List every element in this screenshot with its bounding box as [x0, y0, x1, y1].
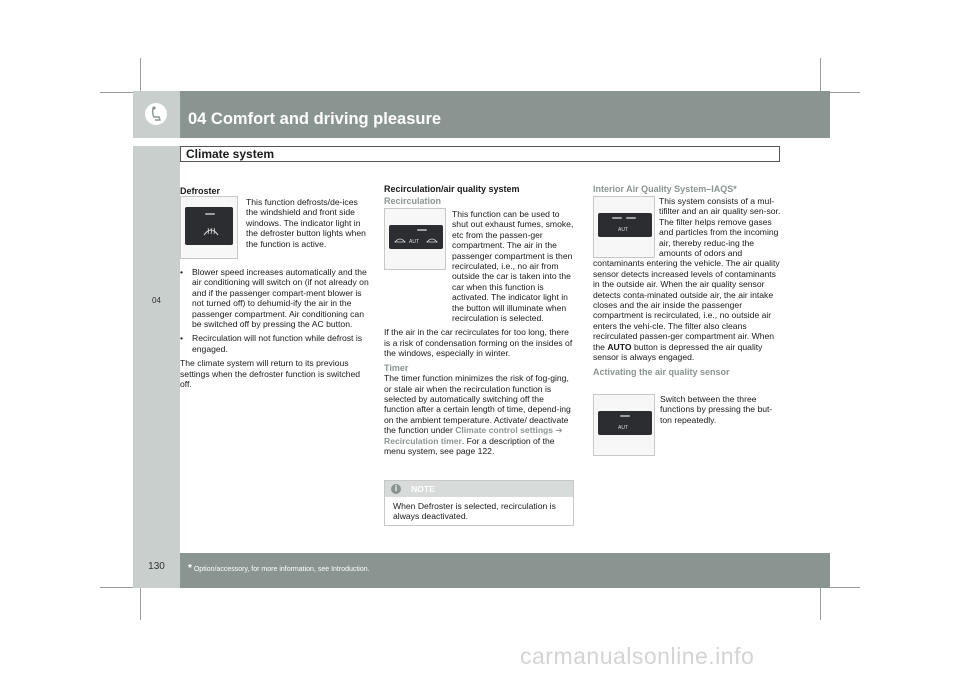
- footnote-star: *: [188, 563, 192, 574]
- note-body: When Defroster is selected, recirculation is always deactivated.: [393, 501, 556, 522]
- climate-settings-link[interactable]: Climate control settings: [455, 425, 554, 436]
- column-recirculation: [384, 184, 576, 207]
- footnote: [188, 563, 370, 574]
- timer-paragraph: [384, 373, 576, 456]
- timer-text: The timer function minimizes the risk of fog-ging, or stale air when the recirculation function is selected by automatically switching off the function after a certain length of time, depend-ing on the ambient temperature. Activate/ deactivate the function under: [384, 373, 571, 436]
- recirculation-subheading: Recirculation: [384, 196, 442, 207]
- indicator-light: [620, 415, 630, 417]
- list-item: [180, 267, 370, 329]
- defroster-bullets: [180, 267, 370, 393]
- float-spacer: [593, 196, 659, 256]
- bullet-glyph: •: [180, 333, 184, 344]
- defroster-heading: Defroster: [180, 186, 221, 196]
- auto-button-label: AUTO: [607, 341, 632, 352]
- chapter-icon: [145, 103, 167, 125]
- iaqs-text-tail: button is depressed the air quality sensor is always engaged.: [593, 341, 763, 363]
- timer-subheading: Timer: [384, 362, 409, 373]
- defroster-intro-text: This function defrosts/de-ices the windshield and front side windows. The indicator light in the defroster button lights when the function is active.: [246, 197, 366, 249]
- watermark: carmanualsonline.info: [520, 643, 755, 669]
- arrow-right-icon: ➔: [555, 425, 563, 436]
- defroster-button-image: [180, 196, 238, 259]
- recirculation-paragraph-text: This function can be used to shut out exhaust fumes, smoke, etc from the passen-ger compartment. The air in the passenger compartment is then recirculated, i.e., no air from outside the car is taken into the car when this function is activated. The indicator light in the button will illuminate when recirculation is selected.: [452, 209, 574, 324]
- activating-heading: Activating the air quality sensor: [593, 366, 730, 377]
- iaqs-body: [593, 196, 783, 377]
- bullet-text: Blower speed increases automatically and the air conditioning will switch on (if not already on and if the passenger compart-ment blower is not turned off) to dehumid-ify the air in the passenger compartment. Air conditioning can be switched off by pressing the AC button.: [192, 267, 369, 330]
- recirculation-paragraph: [384, 209, 576, 323]
- iaqs-text-main: This system consists of a mul-tifilter and an air quality sen-sor. The filter helps remove gases and particles from the incoming air, thereby reduc-ing the amounts of odors and contaminants entering the vehicle. The air quality sensor detects increased levels of contaminants in the outside air. When the air quality sensor detects conta-minated outside air, the air intake closes and the air inside the passenger compartment is recirculated, i.e., no outside air enters the vehi-cle. The filter also cleans recirculated passen-ger compartment air. When the: [593, 196, 781, 352]
- note-title: NOTE: [411, 484, 435, 494]
- column-iaqs: [593, 184, 783, 194]
- recirculation-heading: Recirculation/air quality system: [384, 184, 520, 194]
- auto-label: AUT: [409, 239, 419, 245]
- indicator-light: [205, 213, 215, 215]
- seat-icon: [145, 103, 167, 125]
- iaqs-full-paragraph: [593, 196, 783, 363]
- condensation-paragraph: If the air in the car recirculates for too long, there is a risk of condensation forming on the insides of the windows, especially in winter.: [384, 327, 573, 359]
- defroster-outro: The climate system will return to its previous settings when the defroster function is switched off.: [180, 358, 361, 390]
- auto-label: AUT: [618, 425, 628, 431]
- recirculation-text: [384, 209, 576, 460]
- footnote-text: Option/accessory, for more information, see Introduction.: [193, 566, 370, 573]
- side-strip: [133, 146, 180, 553]
- activating-text: [660, 394, 784, 429]
- aqs-button-image: [593, 394, 655, 456]
- recirculation-timer-link[interactable]: Recirculation timer: [384, 435, 462, 446]
- defroster-icon: [203, 225, 219, 237]
- iaqs-heading: Interior Air Quality System–IAQS*: [593, 184, 737, 194]
- timer-tail: . For a description of the menu system, see page 122.: [384, 435, 555, 456]
- section-title: Climate system: [186, 147, 275, 161]
- auto-label: AUT: [618, 227, 628, 233]
- list-item: [180, 333, 370, 354]
- bullet-text: Recirculation will not function while defrost is engaged.: [192, 333, 363, 354]
- chapter-number: 04: [152, 296, 161, 305]
- note-box: [384, 480, 574, 526]
- page-number: 130: [148, 561, 165, 572]
- chapter-title: 04 Comfort and driving pleasure: [188, 110, 442, 128]
- activating-paragraph: Switch between the three functions by pressing the but-ton repeatedly.: [660, 394, 773, 425]
- bullet-glyph: •: [180, 267, 184, 277]
- defroster-intro: [246, 197, 370, 253]
- info-icon: i: [391, 484, 401, 494]
